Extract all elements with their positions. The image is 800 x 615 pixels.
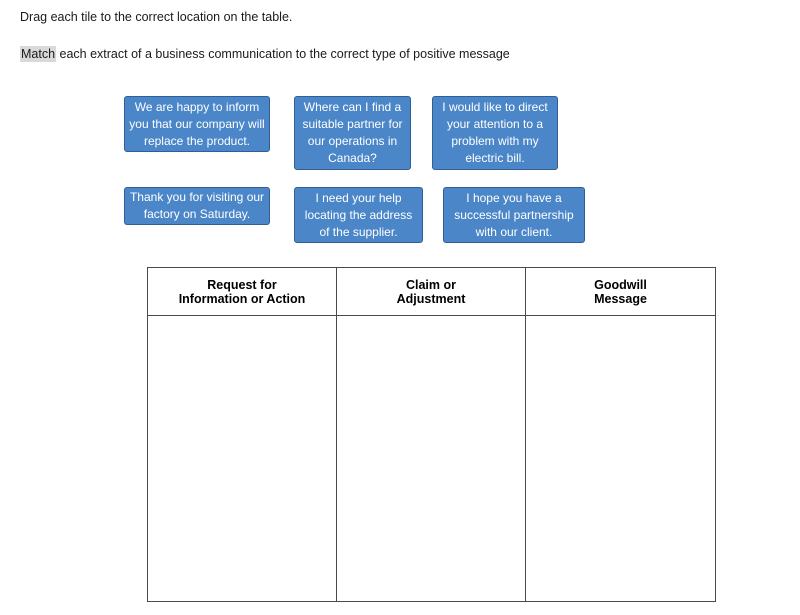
drop-zone-claim[interactable] [337, 316, 526, 602]
draggable-tile[interactable]: We are happy to inform you that our company will replace the product. [124, 96, 270, 152]
draggable-tile[interactable]: Thank you for visiting our factory on Saturday. [124, 187, 270, 225]
answer-table [147, 267, 716, 602]
column-header-request [148, 268, 337, 316]
column-header-line: Message [594, 291, 647, 306]
column-header-line: Adjustment [396, 291, 466, 306]
column-header-line: Request for [207, 277, 277, 292]
table-drop-row [148, 316, 716, 602]
column-header-line: Goodwill [594, 277, 647, 292]
column-header-goodwill [526, 268, 716, 316]
draggable-tile[interactable]: I hope you have a successful partnership with our client. [443, 187, 585, 243]
prompt-text [20, 47, 510, 61]
draggable-tile[interactable]: Where can I find a suitable partner for our operations in Canada? [294, 96, 411, 170]
drop-zone-goodwill[interactable] [526, 316, 716, 602]
instruction-text: Drag each tile to the correct location on the table. [20, 10, 293, 24]
drop-zone-request[interactable] [148, 316, 337, 602]
draggable-tile[interactable]: I would like to direct your attention to a problem with my electric bill. [432, 96, 558, 170]
draggable-tile[interactable]: I need your help locating the address of the supplier. [294, 187, 423, 243]
column-header-line: Claim or [405, 277, 456, 292]
table-header-row [148, 268, 716, 316]
prompt-rest: each extract of a business communication to the correct type of positive message [56, 47, 510, 61]
column-header-line: Information or Action [178, 291, 306, 306]
prompt-highlight: Match [21, 47, 56, 61]
column-header-claim [337, 268, 526, 316]
